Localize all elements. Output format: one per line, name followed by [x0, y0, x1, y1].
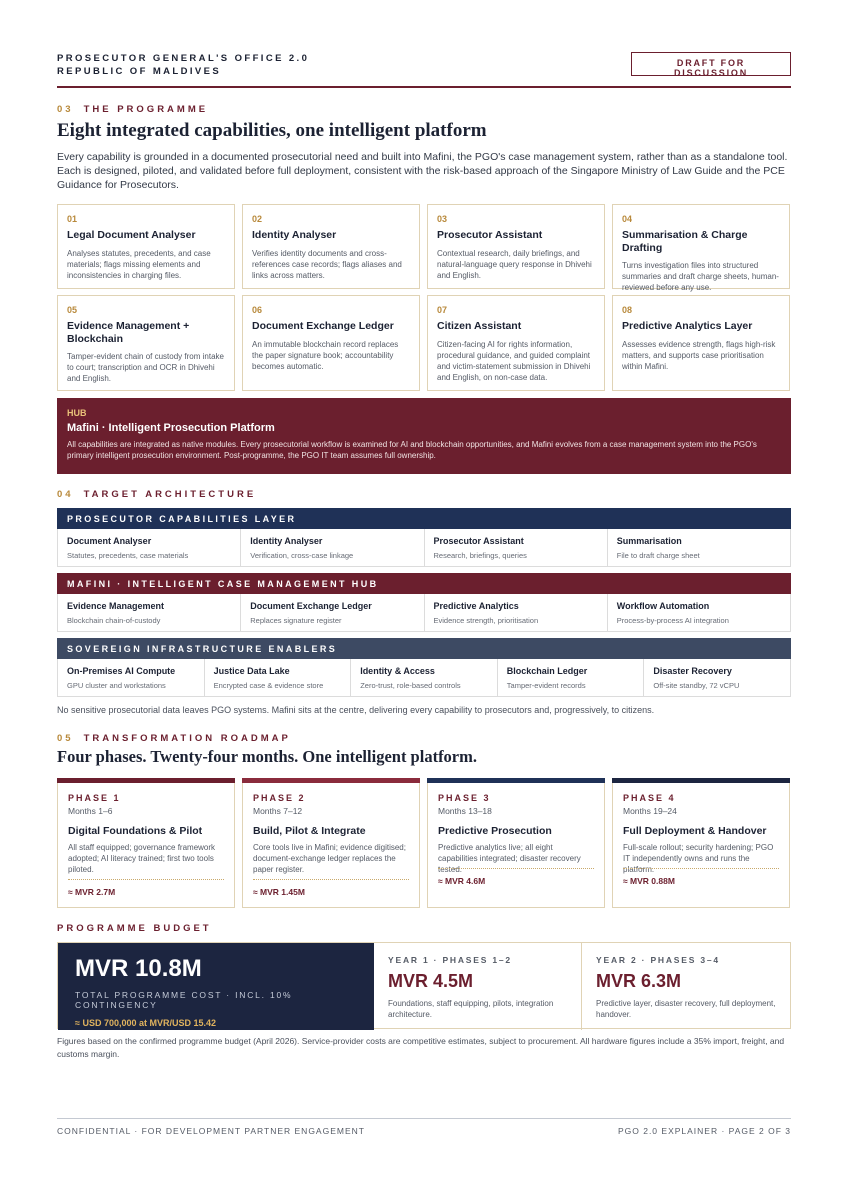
- budget-panel: [57, 942, 791, 1029]
- layer-title: SOVEREIGN INFRASTRUCTURE ENABLERS: [57, 638, 791, 659]
- section-label-architecture: 04 TARGET ARCHITECTURE: [57, 489, 257, 500]
- capability-card: 06 Document Exchange Ledger An immutable blockchain record replaces the paper signature book; accountability becomes automatic.: [242, 295, 420, 391]
- budget-note: Figures based on the confirmed programme budget (April 2026). Service-provider costs are competitive estimates, subject to procurement. All hardware figures include a 35% import, freight, and customs margin.: [57, 1036, 785, 1059]
- phase-cost: ≈ MVR 1.45M: [253, 879, 409, 897]
- layer-cell: Document Exchange Ledger Replaces signature register: [241, 594, 424, 631]
- page-header: [57, 52, 791, 88]
- phase-card: PHASE 2 Months 7–12 Build, Pilot & Integrate Core tools live in Mafini; evidence digitised; document-exchange ledger replaces the paper register. ≈ MVR 1.45M: [242, 778, 420, 908]
- phase-accent: [57, 778, 235, 783]
- layer-cell: Summarisation File to draft charge sheet: [616, 536, 700, 560]
- architecture-layer-infrastructure: [57, 638, 791, 697]
- layer-cell: On-Premises AI Compute GPU cluster and workstations: [58, 659, 205, 696]
- capability-card: 01 Legal Document Analyser Analyses statutes, precedents, and case materials; flags missing elements and inconsistencies in charging files.: [57, 204, 235, 289]
- phase-accent: [242, 778, 420, 783]
- layer-cell: Predictive Analytics Evidence strength, prioritisation: [425, 594, 608, 631]
- header-divider: [57, 86, 791, 88]
- layer-title: MAFINI · INTELLIGENT CASE MANAGEMENT HUB: [57, 573, 791, 594]
- budget-usd: ≈ USD 700,000 at MVR/USD 15.42: [75, 1018, 217, 1028]
- hub-description: All capabilities are integrated as native modules. Every prosecutorial workflow is examined for AI and blockchain opportunities, and Mafini evolves from a case management system into the PGO's primary intelligent prosecution environment. Post-programme, the PGO IT team assumes full ownership.: [67, 440, 757, 460]
- section-label-budget: PROGRAMME BUDGET: [57, 923, 212, 934]
- layer-cell: Disaster Recovery Off-site standby, 72 vCPU: [653, 666, 740, 690]
- capability-card: 03 Prosecutor Assistant Contextual research, daily briefings, and natural-language query response in Dhivehi and English.: [427, 204, 605, 289]
- layer-cell: Identity Analyser Verification, cross-case linkage: [241, 529, 424, 566]
- layer-cell: Workflow Automation Process-by-process AI integration: [616, 601, 729, 625]
- programme-title: Eight integrated capabilities, one intelligent platform: [57, 120, 487, 141]
- draft-badge: DRAFT FOR DISCUSSION: [631, 52, 791, 76]
- budget-total-value: MVR 10.8M: [75, 955, 202, 982]
- architecture-note: No sensitive prosecutorial data leaves PGO systems. Mafini sits at the centre, delivering every capability to prosecutors and, progressively, to citizens.: [57, 705, 655, 715]
- capability-card: 08 Predictive Analytics Layer Assesses evidence strength, flags high-risk matters, and supports case prioritisation within Mafini.: [612, 295, 790, 391]
- programme-intro: Every capability is grounded in a documented prosecutorial need and built into Mafini, the PGO's case management system, rather than as a standalone tool. Each is designed, piloted, and validated before full deployment, consistent with the risk-based approach of the Singapore Ministry of Law Guide and the PCE Guidance for Prosecutors.: [57, 151, 788, 191]
- hub-title: Mafini · Intelligent Prosecution Platform: [67, 422, 275, 434]
- architecture-layer-capabilities: [57, 508, 791, 567]
- capability-card: 04 Summarisation & Charge Drafting Turns investigation files into structured summaries and draft charge sheets, human-reviewed before any use.: [612, 204, 790, 289]
- phase-cost: ≈ MVR 4.6M: [438, 868, 594, 886]
- budget-year-2: YEAR 2 · PHASES 3–4 MVR 6.3M Predictive layer, disaster recovery, full deployment, handover.: [596, 955, 776, 1019]
- hub-label: HUB: [67, 408, 87, 418]
- capability-card: 02 Identity Analyser Verifies identity documents and cross-references case records; flags aliases and links across matters.: [242, 204, 420, 289]
- roadmap-title: Four phases. Twenty-four months. One intelligent platform.: [57, 747, 478, 766]
- org-country: REPUBLIC OF MALDIVES: [57, 66, 222, 77]
- footer-page-info: PGO 2.0 EXPLAINER · PAGE 2 OF 3: [617, 1126, 791, 1136]
- budget-total-caption: TOTAL PROGRAMME COST · INCL. 10% CONTINGENCY: [75, 990, 293, 1010]
- layer-cell: Evidence Management Blockchain chain-of-custody: [58, 594, 241, 631]
- budget-total: [58, 943, 374, 1030]
- org-name: PROSECUTOR GENERAL'S OFFICE 2.0: [57, 53, 310, 64]
- phase-cost: ≈ MVR 0.88M: [623, 868, 779, 886]
- capability-card: 07 Citizen Assistant Citizen-facing AI for rights information, procedural guidance, and guided complaint and victim-statement submission in Dhivehi and English, on non-case data.: [427, 295, 605, 391]
- budget-year-1: YEAR 1 · PHASES 1–2 MVR 4.5M Foundations, staff equipping, pilots, integration architecture.: [374, 943, 582, 1030]
- layer-cell: Justice Data Lake Encrypted case & evidence store: [205, 659, 352, 696]
- section-label-programme: 03 THE PROGRAMME: [57, 104, 209, 115]
- layer-cell: Document Analyser Statutes, precedents, case materials: [58, 529, 241, 566]
- layer-cell: Identity & Access Zero-trust, role-based controls: [351, 659, 498, 696]
- hub-panel: [57, 398, 791, 474]
- phase-accent: [612, 778, 790, 783]
- section-label-roadmap: 05 TRANSFORMATION ROADMAP: [57, 733, 291, 744]
- footer-divider: [57, 1118, 791, 1119]
- capability-card: 05 Evidence Management + Blockchain Tamper-evident chain of custody from intake to court; transcription and OCR in Dhivehi and English.: [57, 295, 235, 391]
- phase-card: PHASE 1 Months 1–6 Digital Foundations & Pilot All staff equipped; governance framework adopted; AI literacy trained; first two tools piloted. ≈ MVR 2.7M: [57, 778, 235, 908]
- layer-title: PROSECUTOR CAPABILITIES LAYER: [57, 508, 791, 529]
- phase-accent: [427, 778, 605, 783]
- layer-cell: Prosecutor Assistant Research, briefings, queries: [425, 529, 608, 566]
- footer-confidential: CONFIDENTIAL · FOR DEVELOPMENT PARTNER ENGAGEMENT: [57, 1126, 365, 1136]
- architecture-layer-hub: [57, 573, 791, 632]
- layer-cell: Blockchain Ledger Tamper-evident records: [498, 659, 645, 696]
- phase-card: PHASE 3 Months 13–18 Predictive Prosecution Predictive analytics live; all eight capabilities integrated; disaster recovery tested. ≈ MVR 4.6M: [427, 778, 605, 908]
- phase-cost: ≈ MVR 2.7M: [68, 879, 224, 897]
- phase-card: PHASE 4 Months 19–24 Full Deployment & Handover Full-scale rollout; security hardening; PGO IT independently owns and runs the platform. ≈ MVR 0.88M: [612, 778, 790, 908]
